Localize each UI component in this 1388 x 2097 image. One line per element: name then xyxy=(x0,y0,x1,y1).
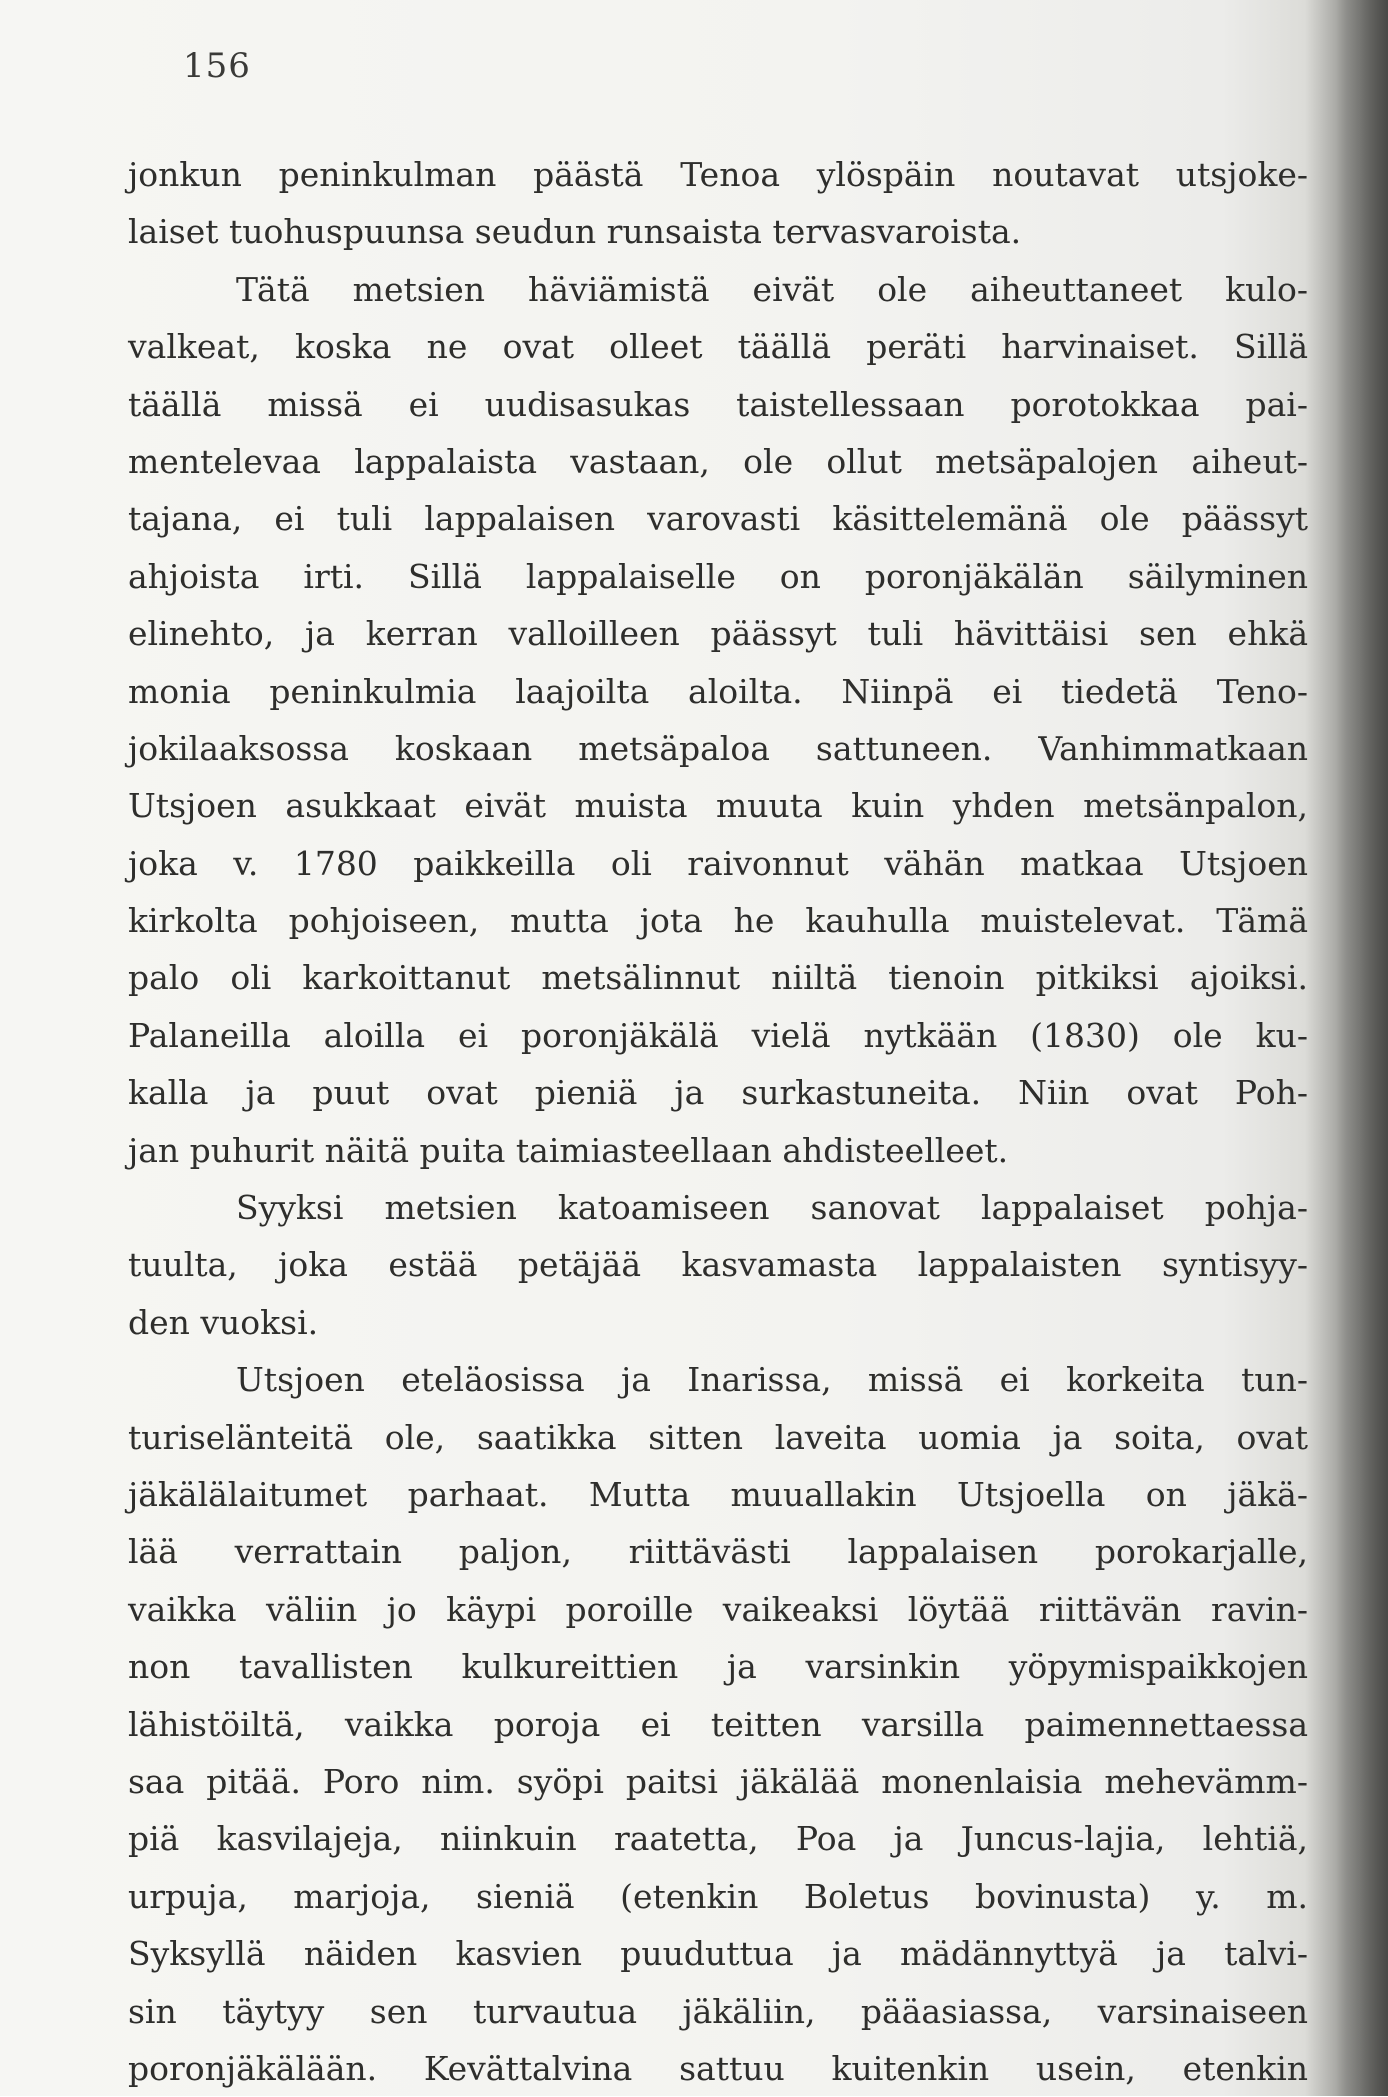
text-line: laiset tuohuspuunsa seudun runsaista tervasvaroista. xyxy=(128,212,1022,252)
text-line: ahjoista irti. Sillä lappalaiselle on poronjäkälän säilyminen xyxy=(128,556,1308,596)
text-line: Syksyllä näiden kasvien puuduttua ja mädännyttyä ja talvi- xyxy=(128,1934,1308,1974)
text-line: jonkun peninkulman päästä Tenoa ylöspäin noutavat utsjoke- xyxy=(128,155,1308,194)
body-text xyxy=(128,146,1308,2097)
text-line: lähistöiltä, vaikka poroja ei teitten varsilla paimennettaessa xyxy=(128,1704,1308,1744)
text-line: tuulta, joka estää petäjää kasvamasta lappalaisten syntisyy- xyxy=(128,1245,1308,1285)
text-line: elinehto, ja kerran valloilleen päässyt tuli hävittäisi sen ehkä xyxy=(128,614,1308,654)
text-line: Utsjoen eteläosissa ja Inarissa, missä ei korkeita tun- xyxy=(236,1360,1308,1400)
text-line: valkeat, koska ne ovat olleet täällä peräti harvinaiset. Sillä xyxy=(128,327,1308,367)
text-line: kalla ja puut ovat pieniä ja surkastuneita. Niin ovat Poh- xyxy=(128,1073,1308,1113)
text-line: monia peninkulmia laajoilta aloilta. Niinpä ei tiedetä Teno- xyxy=(128,671,1308,711)
text-line: Tätä metsien häviämistä eivät ole aiheuttaneet kulo- xyxy=(236,269,1308,309)
text-line: turiselänteitä ole, saatikka sitten laveita uomia ja soita, ovat xyxy=(128,1417,1308,1457)
text-line: den vuoksi. xyxy=(128,1302,319,1342)
text-line: Syyksi metsien katoamiseen sanovat lappalaiset pohja- xyxy=(236,1188,1308,1228)
text-line: joka v. 1780 paikkeilla oli raivonnut vähän matkaa Utsjoen xyxy=(128,843,1308,883)
text-line: tajana, ei tuli lappalaisen varovasti käsittelemänä ole päässyt xyxy=(128,499,1308,539)
text-line: urpuja, marjoja, sieniä (etenkin Boletus bovinusta) y. m. xyxy=(128,1876,1308,1916)
text-line: sin täytyy sen turvautua jäkäliin, pääasiassa, varsinaiseen xyxy=(128,1991,1308,2031)
text-line: mentelevaa lappalaista vastaan, ole ollut metsäpalojen aiheut- xyxy=(128,441,1308,481)
text-line: Utsjoen asukkaat eivät muista muuta kuin yhden metsänpalon, xyxy=(128,786,1308,826)
text-line: piä kasvilajeja, niinkuin raatetta, Poa ja Juncus-lajia, lehtiä, xyxy=(128,1819,1308,1859)
text-line: kirkolta pohjoiseen, mutta jota he kauhulla muistelevat. Tämä xyxy=(128,901,1308,941)
text-line: jan puhurit näitä puita taimiasteellaan ahdisteelleet. xyxy=(128,1130,1009,1170)
text-line: jäkälälaitumet parhaat. Mutta muuallakin Utsjoella on jäkä- xyxy=(128,1474,1308,1514)
page-edge-shadow xyxy=(1336,0,1388,2096)
text-line: non tavallisten kulkureittien ja varsinkin yöpymispaikkojen xyxy=(128,1647,1308,1687)
text-line: jokilaaksossa koskaan metsäpaloa sattuneen. Vanhimmatkaan xyxy=(128,728,1308,768)
text-line: täällä missä ei uudisasukas taistellessaan porotokkaa pai- xyxy=(128,384,1308,424)
text-line: lää verrattain paljon, riittävästi lappalaisen porokarjalle, xyxy=(128,1532,1308,1572)
text-line: Palaneilla aloilla ei poronjäkälä vielä nytkään (1830) ole ku- xyxy=(128,1015,1308,1055)
text-line: vaikka väliin jo käypi poroille vaikeaksi löytää riittävän ravin- xyxy=(128,1589,1308,1629)
text-line: saa pitää. Poro nim. syöpi paitsi jäkälää monenlaisia mehevämm- xyxy=(128,1761,1308,1801)
text-line: palo oli karkoittanut metsälinnut niiltä tienoin pitkiksi ajoiksi. xyxy=(128,958,1308,998)
page-number: 156 xyxy=(183,46,251,86)
text-line: poronjäkälään. Kevättalvina sattuu kuitenkin usein, etenkin xyxy=(128,2048,1308,2088)
